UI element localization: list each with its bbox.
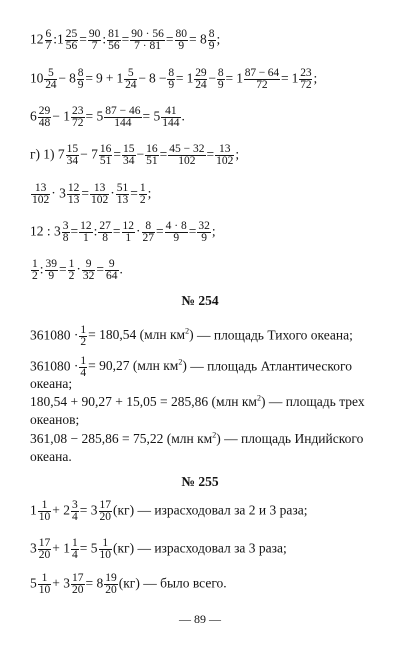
p255-line-3: 5 $\frac{1}{10}$ + 3 $\frac{17}{20}$ = 8 $\frac{19}{20}$ (кг) — было всего. [30, 572, 227, 596]
math-line-2: 10 $\frac{5}{24}$ − 8 $\frac{8}{9}$ = 9 + 1 $\frac{5}{24}$ − 8 − $\frac{8}{9}$ = 1 $\frac{29}{24}$ − $\frac{8}{9}$ = 1 $\frac{87 - 64}{72}$ = 1 $\frac{23}{72}$ ; [30, 67, 318, 91]
math-line-6: 12 : 3 $\frac{3}{8}$ = $\frac{12}{1}$ : $\frac{27}{8}$ = $\frac{12}{1}$ · $\frac{8}{27}$ = $\frac{4 \cdot 8}{9}$ = $\frac{32}{9}$ ; [30, 220, 216, 244]
math-line-5: $\frac{13}{102}$ · 3 $\frac{12}{13}$ = $\frac{13}{102}$ · $\frac{51}{13}$ = $\frac{1}{2}$ ; [32, 182, 152, 206]
math-line-1: 12 $\frac{6}{7}$ :1 $\frac{25}{56}$ = $\frac{90}{7}$ : $\frac{81}{56}$ = $\frac{90 \cdot 56}{7 \cdot 81}$ = $\frac{80}{9}$ = 8 $\frac{8}{9}$ ; [30, 28, 221, 52]
section-label-g: г) [30, 146, 41, 162]
math-line-7: $\frac{1}{2}$ : $\frac{39}{9}$ = $\frac{1}{2}$ · $\frac{9}{32}$ = $\frac{9}{64}$ . [32, 258, 123, 282]
p255-text-2: (кг) — израсходовал за 3 раза; [113, 540, 287, 556]
p255-text-1: (кг) — израсходовал за 2 и 3 раза; [113, 502, 308, 518]
pacific-line: 361080 · $\frac{1}{2}$ = 180,54 (млн $км^2$) — площадь Тихого океана; [30, 324, 353, 348]
pacific-text: — площадь Тихого океана; [196, 327, 353, 343]
indian-line: 361,08 − 285,86 = 75,22 (млн $км^2$) — площадь Индийского [30, 430, 364, 446]
p255-text-3: (кг) — было всего. [118, 575, 227, 591]
problem-254-title: № 254 [181, 293, 219, 308]
three-oceans-text-2: океанов; [30, 412, 80, 427]
p255-line-1: 1 $\frac{1}{10}$ + 2 $\frac{3}{4}$ = 3 $\frac{17}{20}$ (кг) — израсходовал за 2 и 3 раза; [30, 499, 308, 523]
p255-line-2: 3 $\frac{17}{20}$ + 1 $\frac{1}{4}$ = 5 $\frac{1}{10}$ (кг) — израсходовал за 3 раза; [30, 537, 287, 561]
math-line-3: 6 $\frac{29}{48}$ − 1 $\frac{23}{72}$ = 5 $\frac{87 - 46}{144}$ = 5 $\frac{41}{144}$ . [30, 105, 185, 129]
step-label: 1) [43, 146, 55, 162]
atlantic-text-2: океана; [30, 376, 73, 391]
three-oceans-line-2 [30, 413, 79, 427]
three-oceans-text-1: — площадь трех [268, 394, 365, 409]
atlantic-line: 361080 · $\frac{1}{4}$ = 90,27 (млн $км^2$) — площадь Атлантического [30, 355, 352, 379]
indian-text-1: — площадь Индийского [224, 431, 364, 446]
atlantic-line-2 [30, 377, 72, 391]
three-oceans-line: 180,54 + 90,27 + 15,05 = 285,86 (млн $км^2$) — площадь трех [30, 393, 365, 409]
page-number: — 89 — [179, 612, 221, 626]
problem-255-title: № 255 [181, 474, 219, 489]
indian-text-2: океана. [30, 449, 72, 464]
math-line-4: г) 1) 7 $\frac{15}{34}$ − 7 $\frac{16}{51}$ = $\frac{15}{34}$ − $\frac{16}{51}$ = $\frac{45 - 32}{102}$ = $\frac{13}{102}$ ; [30, 143, 240, 167]
indian-line-2 [30, 450, 72, 464]
atlantic-text-1: — площадь Атлантического [190, 358, 352, 374]
